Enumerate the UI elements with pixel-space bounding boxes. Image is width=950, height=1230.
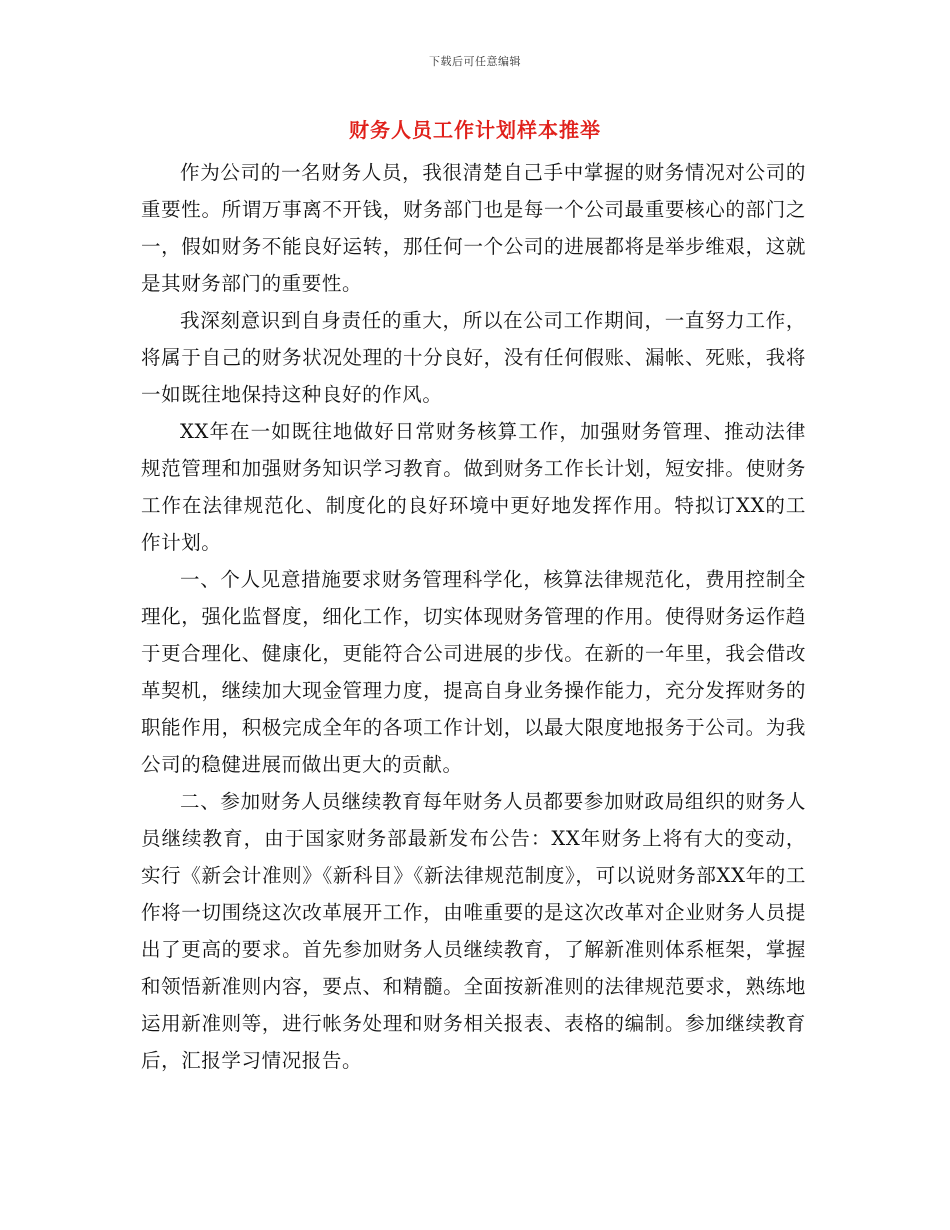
- paragraph-section-one: 一、个人见意措施要求财务管理科学化，核算法律规范化，费用控制全理化，强化监督度，细化工作，切实体现财务管理的作用。使得财务运作趋于更合理化、健康化，更能符合公司进展的步伐。在新的一年里，我会借改革契机，继续加大现金管理力度，提高自身业务操作能力，充分发挥财务的职能作用，积极完成全年的各项工作计划，以最大限度地报务于公司。为我公司的稳健进展而做出更大的贡献。: [141, 568, 806, 776]
- paragraph-yearly-plan: XX年在一如既往地做好日常财务核算工作，加强财务管理、推动法律规范管理和加强财务知识学习教育。做到财务工作长计划，短安排。使财务工作在法律规范化、制度化的良好环境中更好地发挥作用。特拟订XX的工作计划。: [141, 420, 806, 554]
- document-title: 财务人员工作计划样本推举: [349, 118, 601, 142]
- document-body: [141, 154, 806, 1079]
- paragraph-responsibility: 我深刻意识到自身责任的重大，所以在公司工作期间，一直努力工作，将属于自己的财务状况处理的十分良好，没有任何假账、漏帐、死账，我将一如既往地保持这种良好的作风。: [141, 309, 806, 406]
- paragraph-intro: 作为公司的一名财务人员，我很清楚自己手中掌握的财务情况对公司的重要性。所谓万事离不开钱，财务部门也是每一个公司最重要核心的部门之一，假如财务不能良好运转，那任何一个公司的进展都将是举步维艰，这就是其财务部门的重要性。: [141, 161, 806, 295]
- paragraph-section-two: 二、参加财务人员继续教育每年财务人员都要参加财政局组织的财务人员继续教育，由于国家财务部最新发布公告：XX年财务上将有大的变动，实行《新会计准则》《新科目》《新法律规范制度》，可以说财务部XX年的工作将一切围绕这次改革展开工作，由唯重要的是这次改革对企业财务人员提出了更高的要求。首先参加财务人员继续教育，了解新准则体系框架，掌握和领悟新准则内容，要点、和精髓。全面按新准则的法律规范要求，熟练地运用新准则等，进行帐务处理和财务相关报表、表格的编制。参加继续教育后，汇报学习情况报告。: [141, 790, 806, 1072]
- header-note: 下载后可任意编辑: [429, 55, 521, 68]
